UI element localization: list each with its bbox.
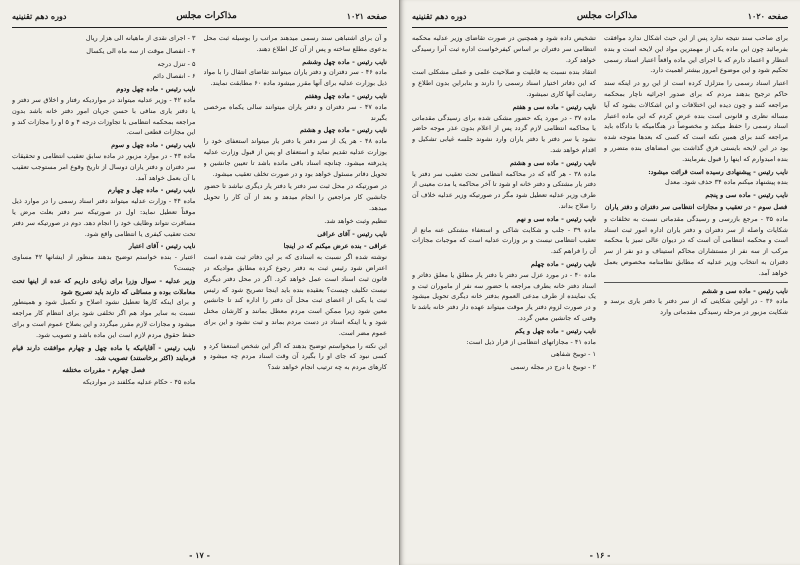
page-footer-number: - ۱۶ - [589,550,611,560]
speaker-line: نایب رئیس - ماده چهل ودوم [116,85,196,94]
paragraph: ۱ - توبیخ شفاهی [550,350,596,359]
column-right [204,33,388,538]
journal-title: مذاکرات مجلس [176,11,237,21]
paragraph: ماده ۳۶ - در اولین شکایتی که از سر دفتر یا دفتر یاری برسد و شکایت مزبور در مرحله رسیدگی مقدماتی وارد [604,297,788,317]
paragraph: ماده ۴۳ - در موارد مزبور در ماده سابق تعقیب انتظامی و تحقیقات سر دفتران و دفتر یاران دوسال از تاریخ وقوع امر مستوجب تعقیب با آن بعمل خواهد آمد. [12,151,196,182]
speaker-line: نایب رئیس - ماده چهل و سوم [111,141,196,150]
page-header [12,8,387,28]
speaker-line: نایب رئیس - آقای عراقی [317,229,387,238]
page-header [412,8,788,28]
speaker-line: نایب رئیس - پیشنهادی رسیده است قرائت میشود: [648,167,788,176]
speaker-line: نایب رئیس - ماده چهل وهفتم [304,91,387,100]
paragraph: ماده ۳۷ - در مورد یکه حضور مشکی شده برای رسیدگی مقدماتی یا محاکمه انتظامی لازم گردد پس از اعلام بدون عذر موجه حاضر نشود یا سر دفتر یا دفتر یاران وارد نشوند جلسه غیابی تشکیل و اقدام خواهد شد. [412,113,596,154]
column-left [12,33,196,538]
paragraph: ۵ - تنزل درجه [157,59,196,68]
speaker-line: نایب رئیس - ماده چهل و هشتم [299,126,387,135]
speaker-line: نایب رئیس - ماده چهل وششم [302,57,387,66]
page-footer-number: - ۱۷ - [189,550,210,560]
paragraph: ۳ - اجرای نقدی از ماهیانه الی هزار ریال [85,34,196,42]
speaker-line: نایب رئیس - ماده چهلم [530,259,596,268]
section-heading: فصل چهارم - مقررات مختلفه [62,366,146,375]
paragraph: تشخیص داده شود و همچنین در صورت تقاضای وزیر عدلیه محکمه انتظامی سر دفتران بر اساس کیفرخواست اداره ثبت آنرا رسیدگی خواهد کرد. [412,34,596,64]
paragraph: و برای اینکه کارها تعطیل نشود اصلاح و تکمیل شود و همینطور نسبت به سایر مواد هم اگر تخلفی شود برای انتظام کار مراجعه میشود و مجازات لازم مقرر میگردد و این بصلاح عموم است و برای حفظ حقوق مردم لازم است این ماده باشد و تصویب شود. [12,298,196,339]
session-label: دوره دهم تقنینیه [412,11,467,21]
section-divider [604,282,788,283]
speaker-line: نایب رئیس - ماده سی و هشتم [510,158,596,167]
paragraph: ماده ۴۶ - سر دفتران و دفتر یاران میتوانند تقاضای انتقال را با مواد ذیل بوزارت عدلیه برای آنها مقرر میشود ماده ۶۰ مطابقت نمایند. [203,68,387,88]
speaker-line: عراقی - بنده عرض میکنم که در اینجا [283,242,387,251]
column-right [604,33,788,538]
paragraph: ماده ۴۰ - در مورد عزل سر دفتر یا دفتر یار مطلق یا معلق دفاتر و اسناد دفتر خانه بطرف مراجعه با حضور سه نفر از ماموران ثبت و یک نماینده از طرف مدعی العموم بدفتر خانه دیگری تحویل میشود و در صورت لزوم دفتر یار موقت میتواند عهده دار دفتر خانه باشد تا وقتی که جانشین معین گردد. [412,270,596,322]
paragraph: نوشته شده اگر نسبت به اسنادی که بر این دفاتر ثبت شده است اعتراض شود رئیس ثبت به دفتر رجوع کرده مطابق موادیکه در قانون ثبت اسناد است عمل خواهد کرد. اگر در محل دفتر دیگری نیست تکلیف چیست؟ بعقیده بنده باید اینجا تصریح شود که رئیس ثبت یا یکی از اعضای ثبت محل آن دفتر را اداره کند تا جانشین معین شود زیرا ممکن است مردم معطل بمانند و کارشان مختل شود و یا اینکه اسناد در دست مردم بماند و ثبت نشود و این برای عموم مضر است. [203,253,387,337]
paragraph: و آن برای اشتباهی سند رسمی میدهند مراتب را بوسیله ثبت محل بدعوی مطلع ساخته و پس از آن کل اطلاع دهند. [203,34,387,53]
paragraph: ماده ۳۸ - هر گاه که در محاکمه انتظامی تحت تعقیب سر دفتر یا دفتر یار مشتکی و دفتر خانه او شود تا آخر محاکمه یا مدت معینی از طرف وزیر عدلیه تعطیل شود مگر در صورتیکه وزیر عدلیه خلاف آن را صلاح بداند. [412,169,596,210]
paragraph: ۲ - توبیخ با درج در مجله رسمی [510,363,596,372]
paragraph: اعتبار - بنده خواستم توضیح بدهند منظور از ایشانها ۴۲ مساوی چیست؟ [12,253,196,272]
speaker-line: نایب رئیس - ماده سی و ششم [701,286,788,295]
paragraph: ماده ۴۴ - وزارت عدلیه میتواند دفتر اسناد رسمی را در موارد ذیل موقتاً تعطیل نماید: اول در صورتیکه سر دفتر بعلت مرض یا مسافرت نتواند وظایف خود را انجام دهد. دوم در صورتیکه سر دفتر تحت تعقیب کیفری یا انتظامی واقع شود. [12,197,196,238]
right-page [400,0,800,565]
paragraph: در صورتیکه در محل ثبت سر دفتر یا دفتر یار دیگری نباشد تا حضور جانشین کار مراجعین را انجام میدهد و بعد از آن کار را تحویل میدهد. [203,182,387,212]
paragraph: تنظیم وثبت خواهد شد. [324,216,387,225]
session-label: دوره دهم تقنینیه [12,11,67,21]
paragraph: ماده ۴۸ - هر یک از سر دفتر یا دفتر یار میتواند استعفای خود را بوزارت عدلیه تقدیم نماید و استعفای او پس از قبول وزارت عدلیه پذیرفته میشود. چنانچه اسناد باقی مانده باشد تا تعیین جانشین و تحویل دفاتر مسئول خواهد بود و در صورت تخلف تعقیب میشود. [203,137,387,178]
speaker-line: نایب رئیس - آقای اعتبار [128,242,196,251]
paragraph: ۴ - انفصال موقت از سه ماه الی یکسال [86,46,196,55]
paragraph: این نکته را میخواستم توضیح بدهند که اگر این شخص استعفا کرد و کسی نبود که جای او را بگیرد آن وقت اسناد مردم چه میشود و کارهای مردم به چه ترتیب انجام خواهد شد؟ [203,341,387,372]
paragraph: اعتبار اسناد رسمی را متزلزل کرده است از این رو در اینکه سند حاکم ترجیح بدهند مردم که برای صدور اجرائیه ناچار بمحکمه مراجعه کنند و چون دیده این اختلافات و این اشکالات بشود که آیا مساله نظری و قانونی است بنده عرض کردم که این ماده اعتبار اسناد رسمی را حفظ میکند و مخصوصاً در هنگامیکه با دادگاه باید مراجعه کنند برای همین نکته است که کسی که بعدها متوجه شده بود در این لایحه بایستی فرق گذاشت بین امضاهای بنده متضرر و بنده امیدوارم که اینها را قبول بفرمایند. [604,79,788,163]
text-columns [12,33,387,538]
paragraph: ماده ۴۲ - وزیر عدلیه میتواند در مواردیکه رفتار و اخلاق سر دفتر و یا دفتر یاری منافی با حسن جریان امور دفتر خانه باشد بدون مراجعه بمحکمه انتظامی با تجاوزات درجه ۴ و ۵ او را مجازات کند و این مجازات قطعی است. [12,95,196,137]
speaker-line: نایب رئیس - ماده سی و هفتم [512,102,596,111]
speaker-line: وزیر عدلیه - سوال وزرا برای زیادی داریم که عده از اینها تحت معاملات بوده و مسائلی که دارند باید تصریح شود [12,276,196,296]
paragraph: انتقاد بنده نسبت به قابلیت و صلاحیت علمی و عملی مشکلی است که این دفاتر اختیار اسناد رسمی را دارند و بنابراین بدون اطلاع و رضایت آنها کاری نمیشود. [412,68,596,98]
page-number-label: صفحه ۱۰۲۰ [747,11,788,21]
paragraph: ماده ۴۱ - مجازاتهای انتظامی از قرار ذیل است: [466,337,596,346]
section-heading: فصل سوم - در تعقیب و مجازات انتظامی سر دفتران و دفتر یاران [604,202,788,211]
paragraph: برای صاحب سند نتیجه ندارد پس از این حیث اشکال ندارد موافقت بفرمائید چون این ماده یکی از مهمترین مواد این لایحه است و بنده انتظار و اعتماد دارم که با اجرای این ماده واقعاً اعتبار اسناد رسمی تحکیم شود و این موضوع امروز بیشتر اهمیت دارد. [604,34,788,75]
speaker-line: نایب رئیس - ماده چهل و یکم [514,326,596,335]
paragraph: ۶ - انفصال دائم [152,72,196,81]
paragraph: ماده ۴۵ - حکام عدلیه مکلفند در مواردیکه [82,377,196,386]
journal-title: مذاکرات مجلس [576,11,638,21]
text-columns [412,33,788,538]
paragraph: بنده پیشنهاد میکنم ماده ۳۴ حذف شود. معدل [665,178,788,187]
speaker-line: نایب رئیس - ماده سی و نهم [516,214,596,223]
speaker-line: نایب رئیس - ماده سی و پنجم [705,191,788,200]
speaker-line: نایب رئیس - ماده چهل و چهارم [107,186,196,195]
page-number-label: صفحه ۱۰۲۱ [346,11,387,21]
paragraph: ماده ۳۵ - مرجع بازرسی و رسیدگی مقدماتی نسبت به تخلفات و شکایات واصله از سر دفتران و دفتر یاران اداره امور ثبت اسناد است و محکمه انتظامی آن است که در دیوان عالی تمیز یا محکمه مرکب از سه نفر از مستشاران محاکم استیناف و دو نفر از سر دفتران به انتخاب وزیر عدلیه که مطابق نظامنامه مخصوص بعمل خواهد آمد. [604,214,788,277]
speaker-line: نایب رئیس - آقایانیکه با ماده چهل و چهارم موافقت دارند قیام فرمایند (اکثر برخاستند) تصویب شد. [12,343,196,363]
column-left [412,33,596,538]
paragraph: ماده ۴۷ - سر دفتران و دفتر یاران میتوانند سالی یکماه مرخصی بگیرند [203,102,387,122]
paragraph: ماده ۳۹ - جلب و شکایت شاکی و استعفاء مشتکی عنه مانع از تعقیب انتظامی نیست و بر وزارت عدلیه است که موجبات مجازات آن را فراهم کند. [412,225,596,256]
